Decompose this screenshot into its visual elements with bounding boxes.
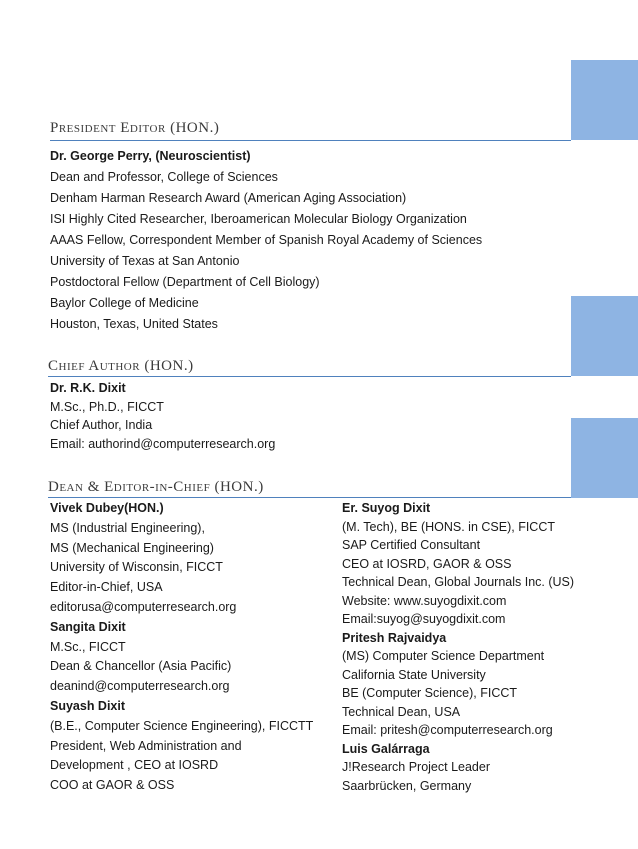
person-name: Sangita Dixit (50, 619, 126, 634)
chief-author-email: Email: authorind@computerresearch.org (50, 436, 276, 451)
president-line: Houston, Texas, United States (50, 317, 218, 331)
chief-author-heading: Chief Author (HON.) (48, 358, 194, 374)
person-line: Technical Dean, Global Journals Inc. (US) (342, 575, 575, 589)
person-line: CEO at IOSRD, GAOR & OSS (342, 556, 512, 571)
dean-left-column (50, 499, 313, 796)
person-website: Website: www.suyogdixit.com (342, 593, 507, 608)
person-line: COO at GAOR & OSS (50, 778, 175, 793)
chief-author-rule (48, 376, 571, 377)
president-rule (50, 140, 571, 141)
person-name: Er. Suyog Dixit (342, 501, 431, 515)
person-line: (B.E., Computer Science Engineering), FICCTT (50, 718, 314, 733)
chief-author-details (50, 379, 275, 453)
person-line: (M. Tech), BE (HONS. in CSE), FICCT (342, 519, 555, 534)
president-line: Postdoctoral Fellow (Department of Cell Biology) (50, 275, 320, 289)
president-details (50, 146, 482, 335)
person-line: SAP Certified Consultant (342, 538, 481, 552)
accent-bar-middle (571, 296, 638, 376)
person-line: President, Web Administration and (50, 738, 242, 753)
president-line: AAAS Fellow, Correspondent Member of Spanish Royal Academy of Sciences (50, 233, 483, 247)
person-line: Development , CEO at IOSRD (50, 758, 219, 773)
person-line: M.Sc., FICCT (50, 639, 126, 654)
person-line: Dean & Chancellor (Asia Pacific) (50, 659, 232, 674)
dean-rule (48, 497, 571, 498)
president-line: ISI Highly Cited Researcher, Iberoamerican Molecular Biology Organization (50, 212, 467, 226)
person-line: BE (Computer Science), FICCT (342, 686, 518, 700)
person-line: MS (Industrial Engineering), (50, 520, 205, 535)
president-line: Baylor College of Medicine (50, 296, 199, 310)
president-line: Dean and Professor, College of Sciences (50, 170, 278, 184)
president-line: University of Texas at San Antonio (50, 254, 240, 268)
person-line: (MS) Computer Science Department (342, 649, 545, 663)
person-line: University of Wisconsin, FICCT (50, 560, 223, 575)
president-name: Dr. George Perry, (Neuroscientist) (50, 149, 251, 163)
person-line: J!Research Project Leader (342, 760, 490, 774)
chief-author-line: Chief Author, India (50, 418, 153, 432)
president-line: Denham Harman Research Award (American Aging Association) (50, 191, 407, 205)
person-email: editorusa@computerresearch.org (50, 599, 237, 614)
person-email: deanind@computerresearch.org (50, 679, 230, 694)
person-line: Editor-in-Chief, USA (50, 580, 163, 595)
person-line: Technical Dean, USA (342, 704, 461, 719)
person-name: Vivek Dubey(HON.) (50, 501, 164, 515)
person-line: Saarbrücken, Germany (342, 778, 472, 793)
person-name: Luis Galárraga (342, 741, 430, 756)
dean-heading: Dean & Editor-in-Chief (HON.) (48, 479, 264, 495)
accent-bar-top (571, 60, 638, 140)
dean-right-column (342, 499, 574, 795)
person-name: Suyash Dixit (50, 698, 126, 713)
person-email: Email:suyog@suyogdixit.com (342, 612, 506, 626)
president-heading: President Editor (HON.) (50, 120, 220, 136)
person-line: California State University (342, 667, 486, 682)
chief-author-name: Dr. R.K. Dixit (50, 381, 126, 395)
person-name: Pritesh Rajvaidya (342, 630, 447, 645)
person-email: Email: pritesh@computerresearch.org (342, 723, 553, 737)
chief-author-line: M.Sc., Ph.D., FICCT (50, 399, 164, 414)
accent-bar-bottom (571, 418, 638, 498)
person-line: MS (Mechanical Engineering) (50, 540, 214, 555)
